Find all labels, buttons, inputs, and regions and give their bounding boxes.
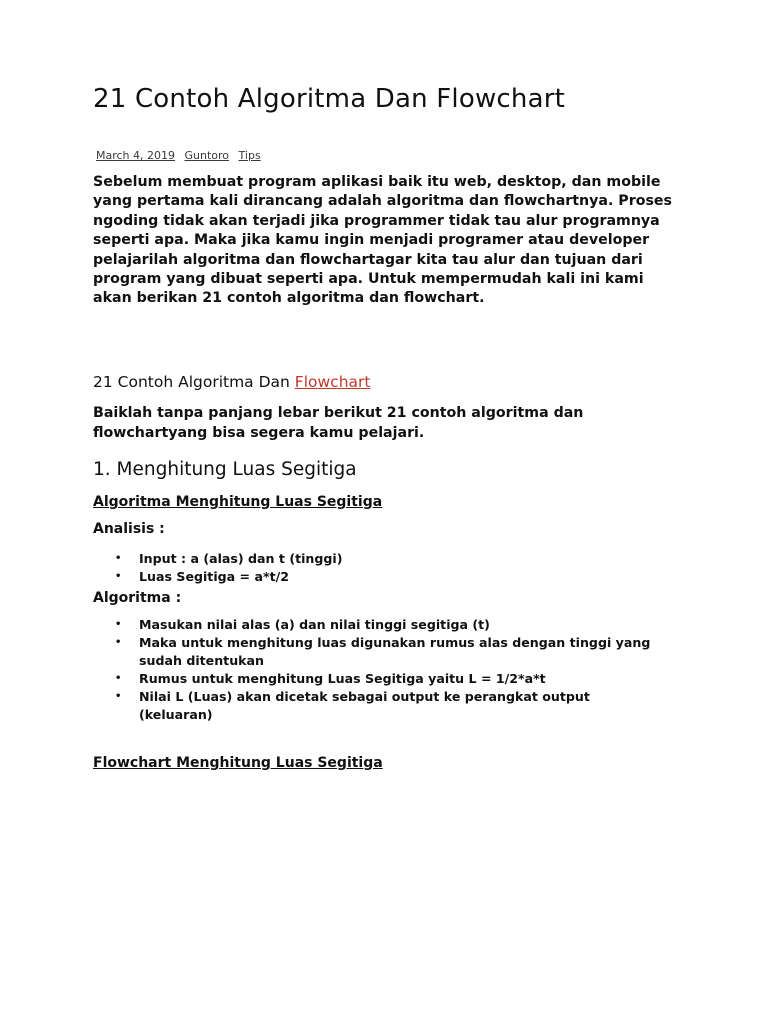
bullet: • xyxy=(115,673,122,684)
subheading xyxy=(93,373,370,391)
page-title: 21 Contoh Algoritma Dan Flowchart xyxy=(93,84,566,114)
algorithm-label: Algoritma : xyxy=(93,590,182,606)
post-author-link[interactable]: Guntoro xyxy=(184,149,230,162)
bullet: • xyxy=(115,691,122,702)
analysis-list xyxy=(115,550,655,586)
flowchart-link[interactable]: Flowchart xyxy=(294,373,371,391)
list-item: • Luas Segitiga = a*t/2 xyxy=(115,569,289,584)
flowchart-heading: Flowchart Menghitung Luas Segitiga xyxy=(93,755,383,771)
analysis-label: Analisis : xyxy=(93,521,165,537)
subheading-text: 21 Contoh Algoritma Dan xyxy=(93,373,295,391)
bullet: • xyxy=(115,619,122,630)
bullet: • xyxy=(115,637,122,648)
algorithm-list xyxy=(115,616,655,724)
list-item: • Rumus untuk menghitung Luas Segitiga yaitu L = 1/2*a*t xyxy=(115,671,546,686)
list-item: • Masukan nilai alas (a) dan nilai tinggi segitiga (t) xyxy=(115,617,490,632)
list-item: • Input : a (alas) dan t (tinggi) xyxy=(115,551,343,566)
bullet: • xyxy=(115,553,122,564)
bullet: • xyxy=(115,571,122,582)
lead-paragraph: Baiklah tanpa panjang lebar berikut 21 contoh algoritma dan flowchartyang bisa segera kamu pelajari. xyxy=(93,405,584,441)
list-item: • Nilai L (Luas) akan dicetak sebagai output ke perangkat output (keluaran) xyxy=(115,689,590,722)
post-category-link[interactable]: Tips xyxy=(238,149,261,162)
algorithm-heading: Algoritma Menghitung Luas Segitiga xyxy=(93,494,383,510)
intro-paragraph: Sebelum membuat program aplikasi baik itu web, desktop, dan mobile yang pertama kali dirancang adalah algoritma dan flowchartnya. Proses ngoding tidak akan terjadi jika programmer tidak tau alur programnya seperti apa. Maka jika kamu ingin menjadi programer atau developer pelajarilah algoritma dan flowchartagar kita tau alur dan tujuan dari program yang dibuat seperti apa. Untuk mempermudah kali ini kami akan berikan 21 contoh algoritma dan flowchart. xyxy=(93,174,672,307)
section-title: 1. Menghitung Luas Segitiga xyxy=(93,459,357,480)
post-date-link[interactable]: March 4, 2019 xyxy=(96,149,176,162)
post-meta xyxy=(96,149,267,162)
list-item: • Maka untuk menghitung luas digunakan rumus alas dengan tinggi yang sudah ditentukan xyxy=(115,635,651,668)
